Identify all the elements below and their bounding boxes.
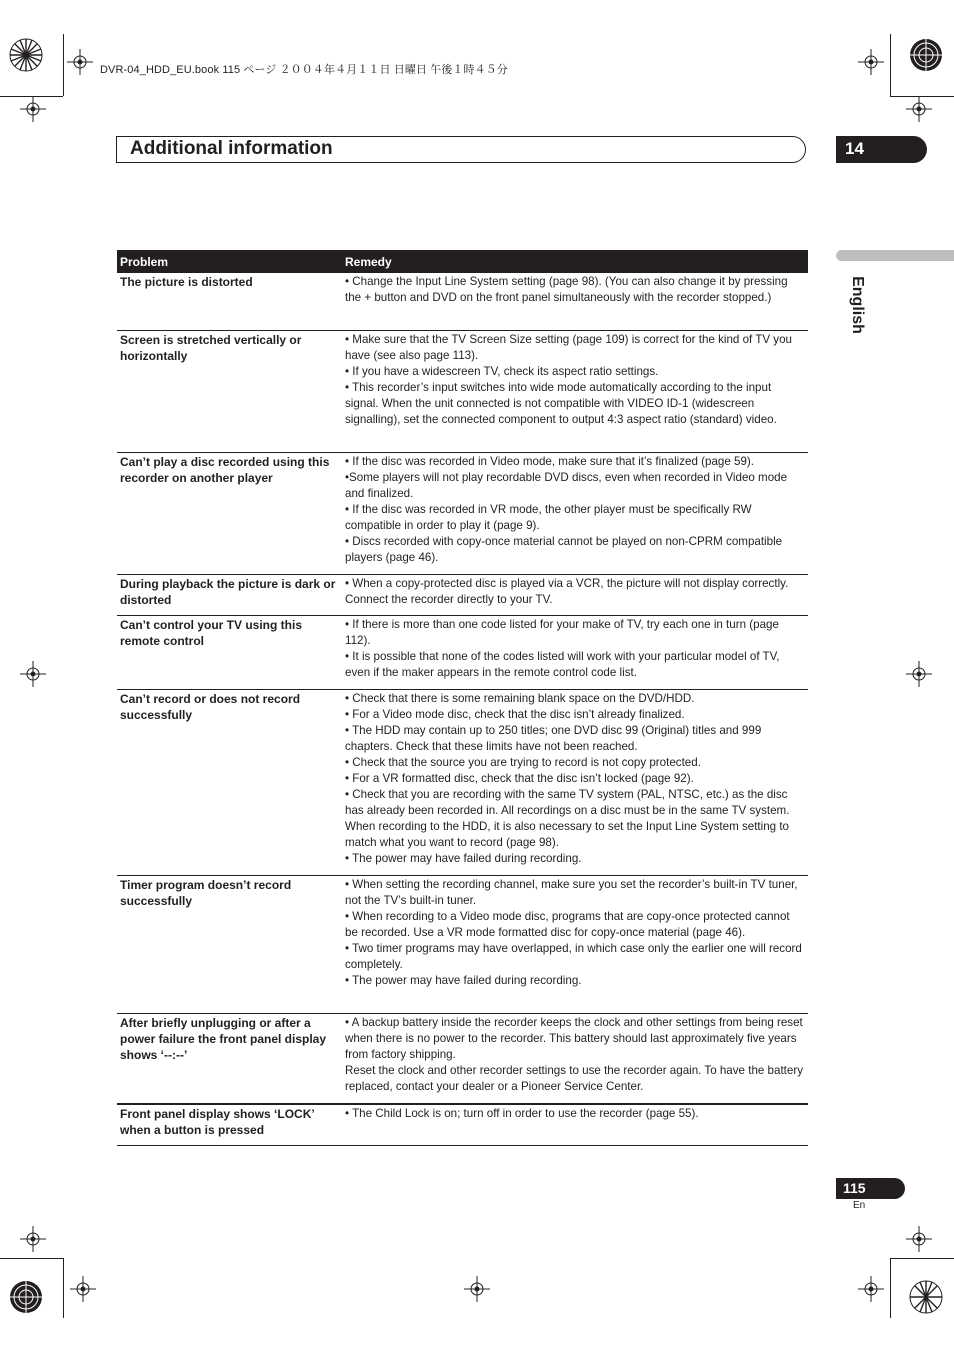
remedy-cell <box>342 453 808 574</box>
registration-crosshair-icon <box>20 661 46 687</box>
remedy-line: • Two timer programs may have overlapped, in which case only the earlier one will record completely. <box>345 942 802 971</box>
chapter-number: 14 <box>845 139 864 158</box>
registration-sunburst-icon <box>9 38 43 72</box>
remedy-line: • A backup battery inside the recorder keeps the clock and other settings from being reset when there is no power to the recorder. This battery should last approximately five years from factory shipping. <box>345 1016 803 1061</box>
remedy-line: • If the disc was recorded in VR mode, the other player must be specifically RW compatible in order to play it (page 9). <box>345 503 752 532</box>
remedy-line: • When a copy-protected disc is played via a VCR, the picture will not display correctly. Connect the recorder directly to your TV. <box>345 577 789 606</box>
table-row <box>117 1105 808 1146</box>
table-row <box>117 876 808 1014</box>
remedy-line: • The Child Lock is on; turn off in order to use the recorder (page 55). <box>345 1107 699 1120</box>
registration-crosshair-icon <box>70 1276 96 1302</box>
problem-cell: Screen is stretched vertically or horizontally <box>120 333 302 363</box>
page-language-code: En <box>853 1200 866 1211</box>
table-row <box>117 616 808 690</box>
remedy-line: •Some players will not play recordable DVD discs, even when recorded in Video mode and finalized. <box>345 471 788 500</box>
remedy-cell <box>342 690 808 875</box>
column-header-problem: Problem <box>120 254 169 269</box>
remedy-cell <box>342 273 808 330</box>
remedy-line: • When setting the recording channel, make sure you set the recorder’s built-in TV tuner, not the TV’s built-in tuner. <box>345 878 798 907</box>
language-tab-bar <box>836 250 954 261</box>
registration-crosshair-icon <box>20 96 46 122</box>
language-tab-label: English <box>849 276 866 334</box>
problem-cell: The picture is distorted <box>120 275 253 289</box>
problem-cell: Timer program doesn’t record successfully <box>120 878 292 908</box>
registration-sunburst-icon <box>9 1280 43 1314</box>
remedy-line: • The power may have failed during recording. <box>345 852 582 865</box>
registration-crosshair-icon <box>858 49 884 75</box>
remedy-line: • Change the Input Line System setting (page 98). (You can also change it by pressing the + button and DVD on the front panel simultaneously with the recorder stopped.) <box>345 275 788 304</box>
registration-sunburst-icon <box>909 1280 943 1314</box>
remedy-line: • The HDD may contain up to 250 titles; one DVD disc 99 (Original) titles and 999 chapters. Check that these limits have not been reached. <box>345 724 762 753</box>
table-row <box>117 331 808 453</box>
column-header-remedy: Remedy <box>345 254 392 269</box>
table-row <box>117 453 808 575</box>
remedy-line: • The power may have failed during recording. <box>345 974 582 987</box>
file-header: DVR-04_HDD_EU.book 115 ページ ２００４年４月１１日 日曜日 午後１時４５分 <box>100 64 508 76</box>
registration-crosshair-icon <box>858 1276 884 1302</box>
remedy-line: • This recorder’s input switches into wide mode automatically according to the input signal. When the unit connected is not compatible with VIDEO ID-1 (widescreen signalling), set the connected component to output 4:3 aspect ratio (standard) video. <box>345 381 777 426</box>
remedy-line: • For a Video mode disc, check that the disc isn’t already finalized. <box>345 708 685 721</box>
remedy-cell <box>342 575 808 615</box>
remedy-cell <box>342 876 808 1013</box>
registration-crosshair-icon <box>906 96 932 122</box>
page-title: Additional information <box>130 138 333 159</box>
table-row <box>117 575 808 616</box>
remedy-line: • If you have a widescreen TV, check its aspect ratio settings. <box>345 365 659 378</box>
registration-crosshair-icon <box>906 1226 932 1252</box>
registration-crosshair-icon <box>906 661 932 687</box>
problem-cell: Can’t record or does not record successfully <box>120 692 301 722</box>
remedy-cell <box>342 331 808 452</box>
registration-crosshair-icon <box>464 1276 490 1302</box>
remedy-line: • Check that there is some remaining blank space on the DVD/HDD. <box>345 692 695 705</box>
remedy-line: • When recording to a Video mode disc, programs that are copy-once protected cannot be recorded. Use a VR mode formatted disc for copy-once material (page 46). <box>345 910 790 939</box>
table-row <box>117 1014 808 1105</box>
remedy-line: Reset the clock and other recorder settings to use the recorder again. To have the battery replaced, contact your dealer or a Pioneer Service Center. <box>345 1064 804 1093</box>
remedy-line: • Check that you are recording with the same TV system (PAL, NTSC, etc.) as the disc has already been recorded in. All recordings on a disc must be in the same TV system. When recording to the HDD, it is also necessary to set the Input Line System setting to match what you want to record (page 98). <box>345 788 790 849</box>
remedy-line: • Check that the source you are trying to record is not copy protected. <box>345 756 701 769</box>
remedy-line: • For a VR formatted disc, check that the disc isn’t locked (page 92). <box>345 772 694 785</box>
remedy-line: • Discs recorded with copy-once material cannot be played on non-CPRM compatible players (page 46). <box>345 535 783 564</box>
remedy-cell <box>342 1105 808 1145</box>
problem-cell: Front panel display shows ‘LOCK’ when a button is pressed <box>120 1107 315 1137</box>
problem-cell: During playback the picture is dark or distorted <box>120 577 336 607</box>
remedy-line: • It is possible that none of the codes listed will work with your particular model of TV, even if the maker appears in the remote control code list. <box>345 650 780 679</box>
registration-crosshair-icon <box>20 1226 46 1252</box>
registration-crosshair-icon <box>67 49 93 75</box>
problem-cell: After briefly unplugging or after a power failure the front panel display shows ‘--:--’ <box>120 1016 327 1062</box>
table-row <box>117 690 808 876</box>
problem-cell: Can’t play a disc recorded using this recorder on another player <box>120 455 330 485</box>
problem-cell: Can’t control your TV using this remote control <box>120 618 303 648</box>
table-header-row <box>117 250 808 273</box>
remedy-cell <box>342 616 808 689</box>
registration-sunburst-icon <box>909 38 943 72</box>
remedy-line: • If there is more than one code listed for your make of TV, try each one in turn (page 112). <box>345 618 779 647</box>
remedy-line: • If the disc was recorded in Video mode, make sure that it’s finalized (page 59). <box>345 455 754 468</box>
page-number: 115 <box>843 1180 866 1196</box>
troubleshooting-table <box>117 250 808 1146</box>
table-row <box>117 273 808 331</box>
remedy-cell <box>342 1014 808 1103</box>
remedy-line: • Make sure that the TV Screen Size setting (page 109) is correct for the kind of TV you have (see also page 113). <box>345 333 792 362</box>
